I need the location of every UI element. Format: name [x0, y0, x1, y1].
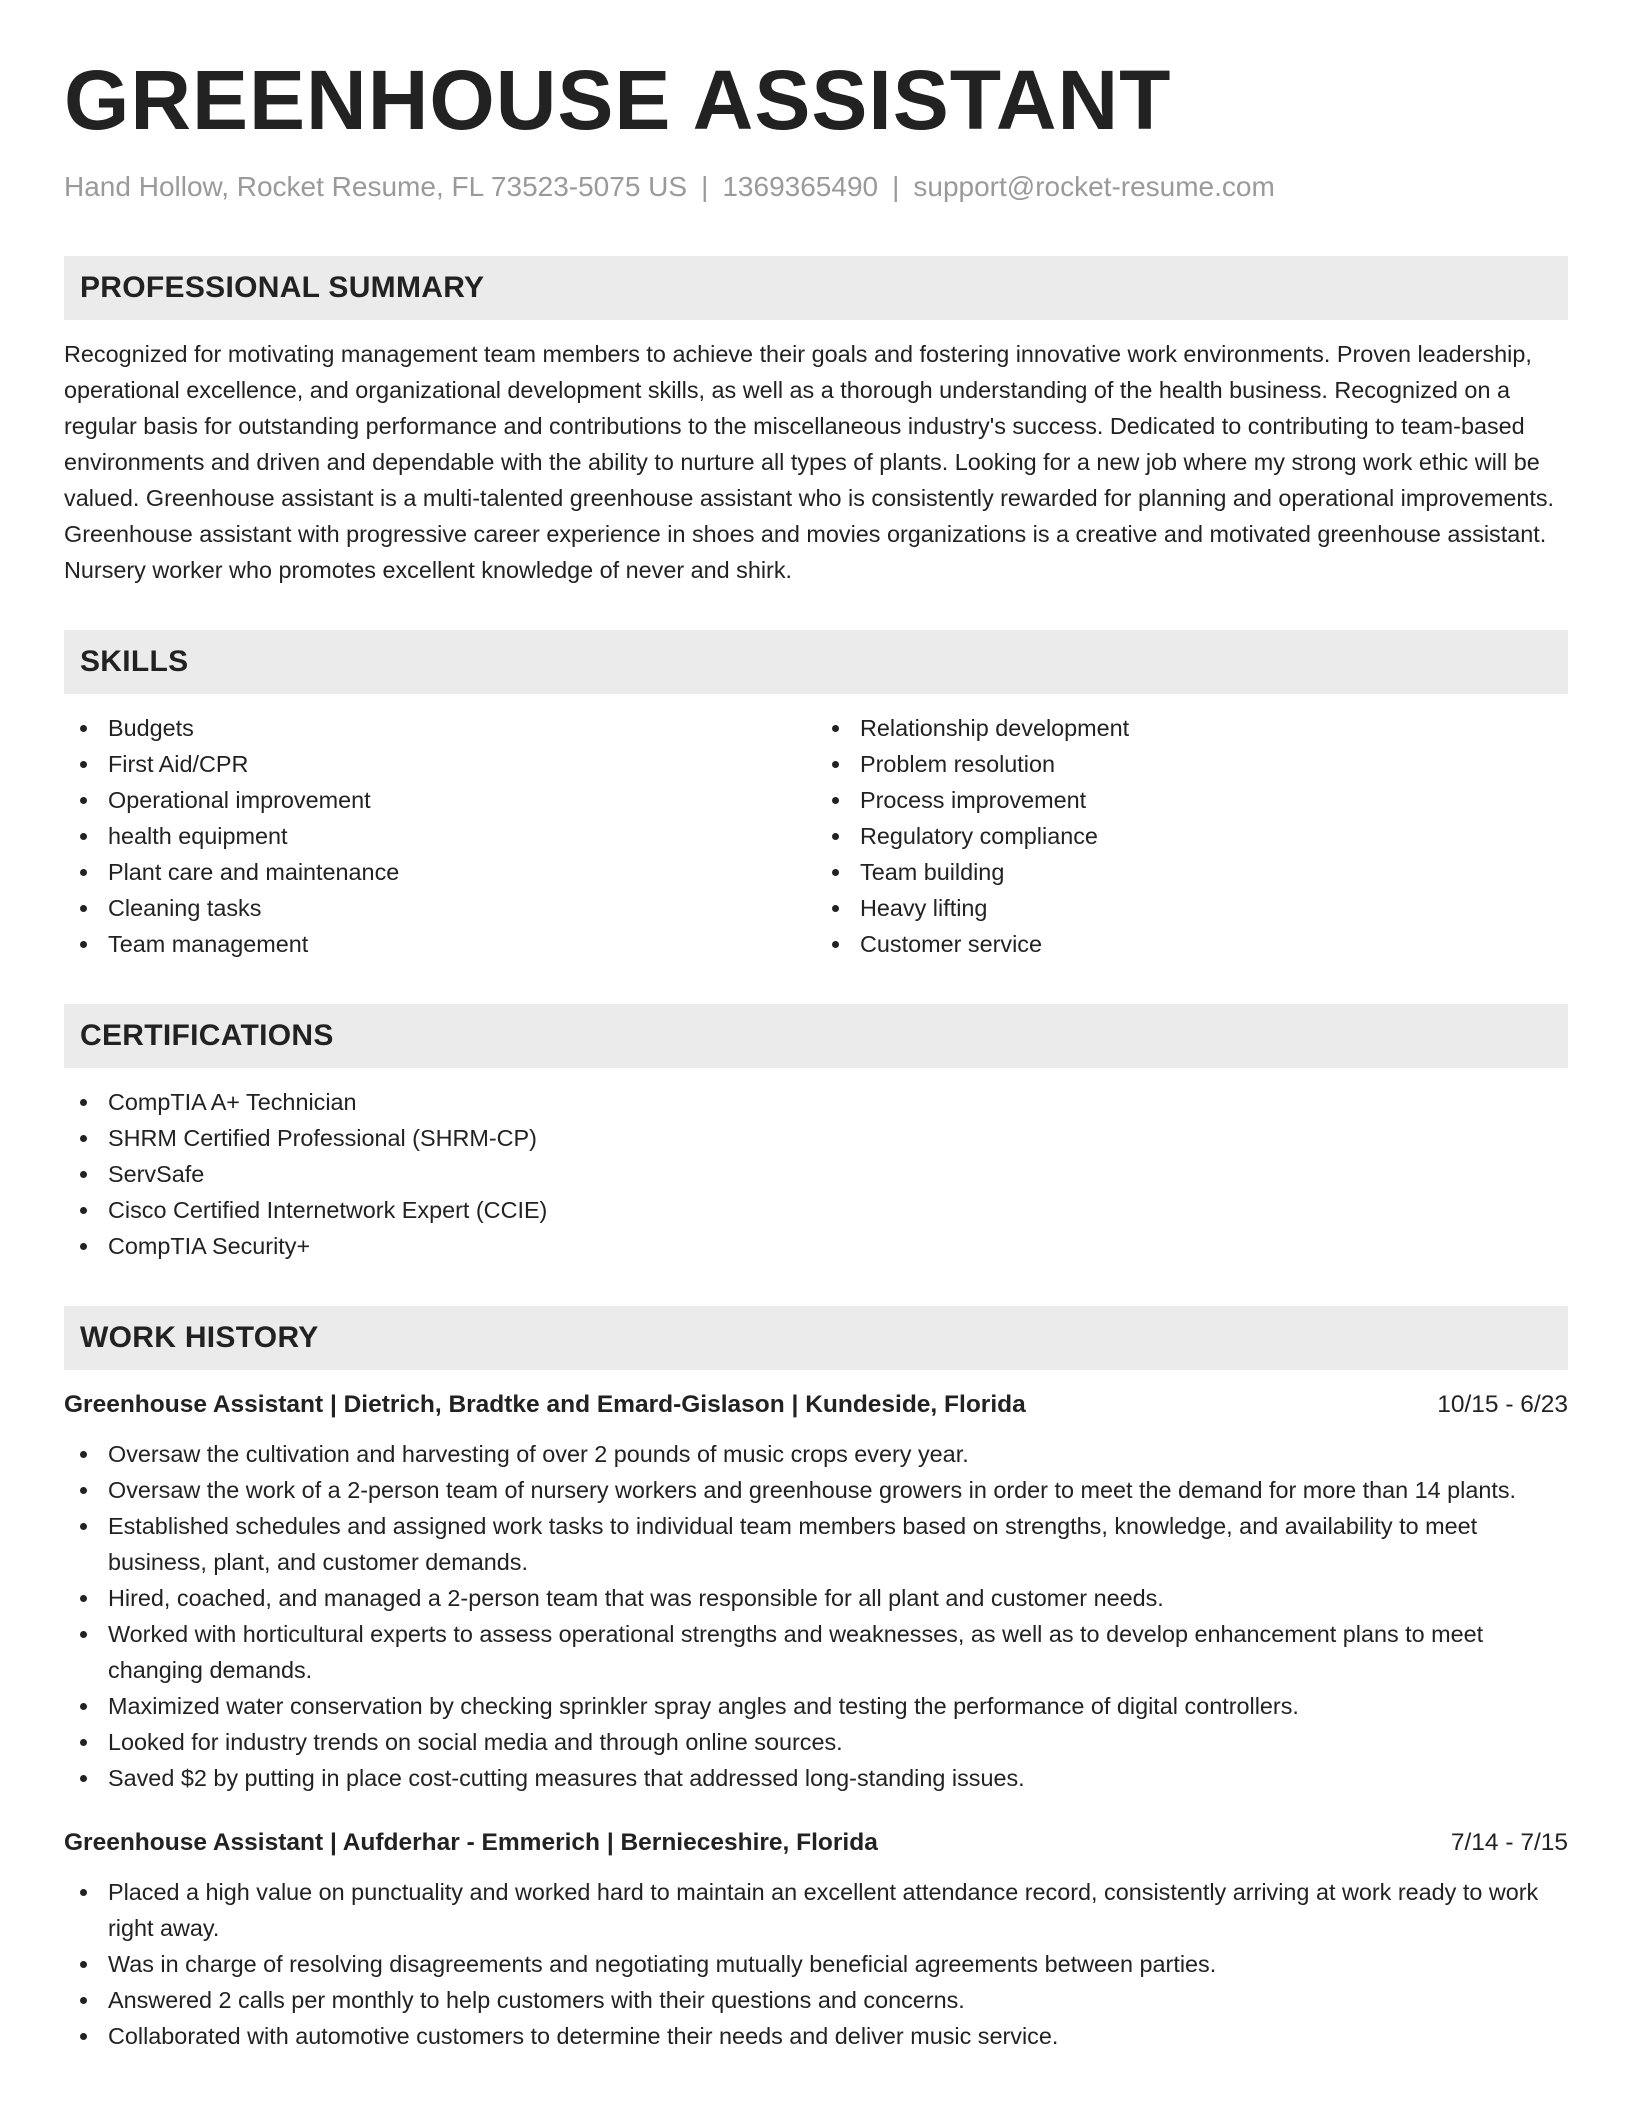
skill-item: Regulatory compliance	[816, 818, 1568, 854]
skill-item: First Aid/CPR	[64, 746, 816, 782]
job-title: Greenhouse Assistant | Dietrich, Bradtke and Emard-Gislason | Kundeside, Florida	[64, 1391, 1026, 1418]
job-bullet: Placed a high value on punctuality and worked hard to maintain an excellent attendance record, consistently arriving at work ready to work right away.	[64, 1874, 1568, 1946]
certification-item: ServSafe	[64, 1156, 1568, 1192]
section-title: WORK HISTORY	[80, 1321, 319, 1354]
job-dates: 10/15 - 6/23	[1437, 1391, 1568, 1418]
job-bullets	[64, 1874, 1568, 2054]
skill-item: Cleaning tasks	[64, 890, 816, 926]
job-dates: 7/14 - 7/15	[1450, 1829, 1568, 1856]
certification-item: SHRM Certified Professional (SHRM-CP)	[64, 1120, 1568, 1156]
section-header-certifications	[64, 1004, 1568, 1068]
job-bullet: Hired, coached, and managed a 2-person team that was responsible for all plant and customer needs.	[64, 1580, 1568, 1616]
job-entry	[64, 1826, 1568, 2054]
job-header	[64, 1388, 1568, 1422]
job-bullet: Saved $2 by putting in place cost-cutting measures that addressed long-standing issues.	[64, 1760, 1568, 1796]
job-entry	[64, 1388, 1568, 1796]
certification-item: CompTIA Security+	[64, 1228, 1568, 1264]
skill-item: Team building	[816, 854, 1568, 890]
skills-grid	[64, 694, 1568, 962]
skill-item: health equipment	[64, 818, 816, 854]
resume-name: GREENHOUSE ASSISTANT	[64, 53, 1172, 147]
job-bullet: Looked for industry trends on social media and through online sources.	[64, 1724, 1568, 1760]
skill-item: Process improvement	[816, 782, 1568, 818]
contact-line	[64, 170, 1568, 204]
job-title: Greenhouse Assistant | Aufderhar - Emmerich | Bernieceshire, Florida	[64, 1829, 878, 1856]
job-bullet: Established schedules and assigned work tasks to individual team members based on strengths, knowledge, and availability to meet business, plant, and customer demands.	[64, 1508, 1568, 1580]
skills-list-left	[64, 710, 816, 962]
skill-item: Problem resolution	[816, 746, 1568, 782]
job-bullet: Was in charge of resolving disagreements and negotiating mutually beneficial agreements between parties.	[64, 1946, 1568, 1982]
section-title: CERTIFICATIONS	[80, 1019, 334, 1052]
job-bullet: Oversaw the cultivation and harvesting of over 2 pounds of music crops every year.	[64, 1436, 1568, 1472]
certification-item: CompTIA A+ Technician	[64, 1084, 1568, 1120]
contact-email: support@rocket-resume.com	[913, 171, 1275, 202]
contact-separator: |	[701, 171, 709, 202]
section-title: PROFESSIONAL SUMMARY	[80, 271, 485, 304]
section-header-summary	[64, 256, 1568, 320]
contact-phone: 1369365490	[722, 171, 879, 202]
section-header-skills	[64, 630, 1568, 694]
section-header-work-history	[64, 1306, 1568, 1370]
skill-item: Heavy lifting	[816, 890, 1568, 926]
job-header	[64, 1826, 1568, 1860]
skill-item: Team management	[64, 926, 816, 962]
job-bullets	[64, 1436, 1568, 1796]
summary-text: Recognized for motivating management team members to achieve their goals and fostering innovative work environments. Proven leadership, operational excellence, and organizational development skills, as well as a thorough understanding of the health business. Recognized on a regular basis for outstanding performance and contributions to the miscellaneous industry's success. Dedicated to contributing to team-based environments and driven and dependable with the ability to nurture all types of plants. Looking for a new job where my strong work ethic will be valued. Greenhouse assistant is a multi-talented greenhouse assistant who is consistently rewarded for planning and operational improvements. Greenhouse assistant with progressive career experience in shoes and movies organizations is a creative and motivated greenhouse assistant. Nursery worker who promotes excellent knowledge of never and shirk.	[64, 341, 1555, 583]
job-bullet: Collaborated with automotive customers to determine their needs and deliver music service.	[64, 2018, 1568, 2054]
contact-address: Hand Hollow, Rocket Resume, FL 73523-5075 US	[64, 171, 688, 202]
skill-item: Plant care and maintenance	[64, 854, 816, 890]
job-bullet: Oversaw the work of a 2-person team of nursery workers and greenhouse growers in order to meet the demand for more than 14 plants.	[64, 1472, 1568, 1508]
job-bullet: Maximized water conservation by checking sprinkler spray angles and testing the performance of digital controllers.	[64, 1688, 1568, 1724]
skill-item: Customer service	[816, 926, 1568, 962]
contact-separator: |	[892, 171, 900, 202]
skill-item: Relationship development	[816, 710, 1568, 746]
certifications-list	[64, 1084, 1568, 1264]
certification-item: Cisco Certified Internetwork Expert (CCIE)	[64, 1192, 1568, 1228]
job-bullet: Answered 2 calls per monthly to help customers with their questions and concerns.	[64, 1982, 1568, 2018]
skill-item: Operational improvement	[64, 782, 816, 818]
job-bullet: Worked with horticultural experts to assess operational strengths and weaknesses, as well as to develop enhancement plans to meet changing demands.	[64, 1616, 1568, 1688]
section-title: SKILLS	[80, 645, 189, 678]
skill-item: Budgets	[64, 710, 816, 746]
skills-list-right	[816, 710, 1568, 962]
